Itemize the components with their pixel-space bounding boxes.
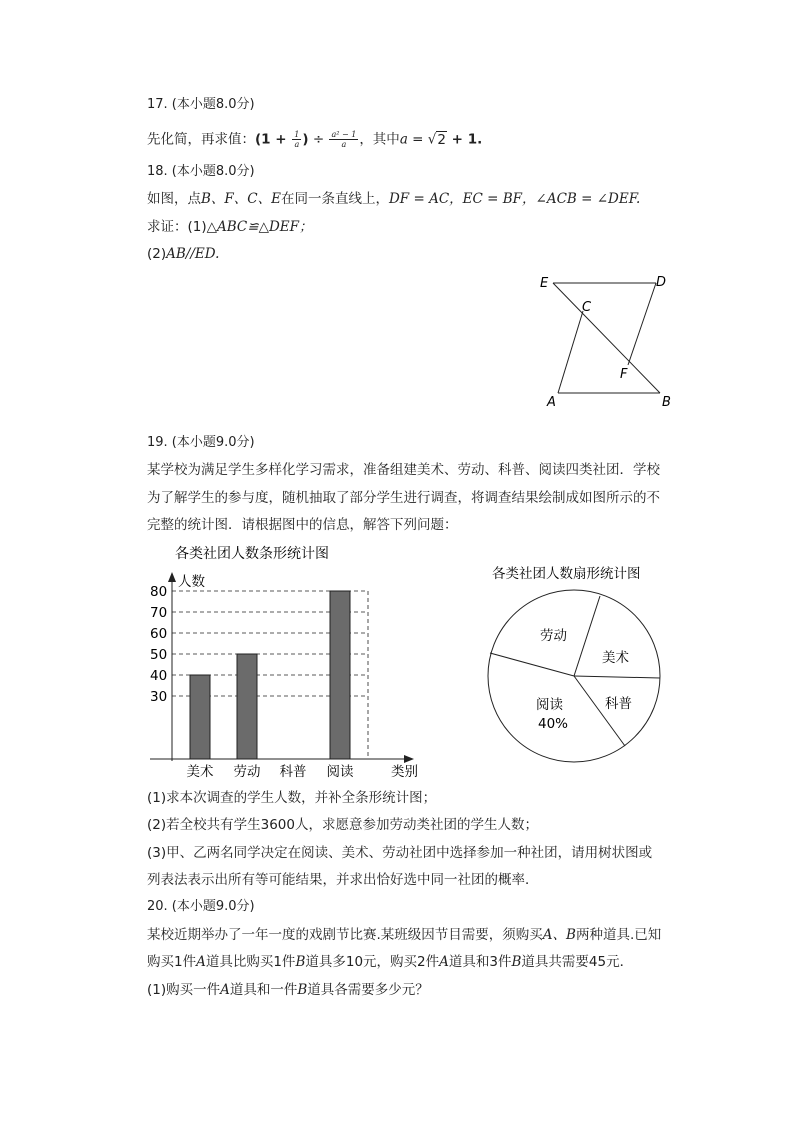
q20-p2-e: 道具共需要45元． (521, 954, 634, 970)
segment-DF (628, 283, 656, 365)
q20-p1 (147, 926, 661, 944)
pie-chart-title: 各类社团人数扇形统计图 (492, 566, 641, 582)
q19-p2: 为了解学生的参与度，随机抽取了部分学生进行调查，将调查结果绘制成如图所示的不 (147, 490, 660, 506)
q20-p3-b: 道具和一件 (229, 982, 298, 998)
y-tick-label: 50 (150, 647, 168, 663)
q17-a-var: a (399, 131, 408, 148)
q19-title: 19. (本小题9.0分) (147, 435, 255, 450)
segment-AC (558, 311, 583, 393)
pie-divider-1 (574, 596, 600, 676)
label-E: E (540, 276, 549, 291)
q17-prefix: 先化简，再求值： (147, 131, 255, 148)
x-tick-label: 科普 (279, 764, 307, 780)
q18-line3-b: AB//ED. (166, 246, 220, 262)
q18-line1-a: 如图，点 (147, 191, 201, 207)
pie-chart (480, 558, 680, 768)
q18-line2 (147, 218, 313, 236)
y-tick-label: 80 (150, 584, 168, 600)
bar-chart-title: 各类社团人数条形统计图 (175, 546, 329, 562)
bar-3 (330, 591, 350, 759)
pie-divider-4 (490, 653, 574, 676)
q17-title: 17. (本小题8.0分) (147, 97, 255, 112)
q20-p2-v2: B (295, 954, 306, 970)
q17-paren-open: (1 + (255, 131, 292, 148)
q20-p1-a: 某校近期举办了一年一度的戏剧节比赛.某班级因节目需要，须购买 (147, 927, 543, 943)
x-tick-label: 美术 (186, 764, 214, 780)
pie-divider-2 (574, 676, 660, 678)
q19-sub2: (2)若全校共有学生3600人，求愿意参加劳动类社团的学生人数； (147, 817, 538, 833)
q17-frac1 (292, 130, 301, 149)
y-axis-arrow-icon (168, 572, 176, 582)
q17-div: ÷ (312, 131, 325, 148)
q20-p2-v1: A (196, 954, 206, 970)
label-A: A (547, 395, 556, 410)
q17-statement (147, 130, 482, 149)
q17-frac1-num: 1 (294, 130, 300, 139)
pie-slice-label-meishu: 美术 (602, 650, 629, 666)
q17-eq: = (407, 131, 428, 148)
q18-title: 18. (本小题8.0分) (147, 164, 255, 179)
bar-1 (237, 654, 257, 759)
q18-line1-conds: DF = AC，EC = BF，∠ACB = ∠DEF. (388, 191, 641, 207)
label-C: C (582, 300, 592, 315)
q17-frac2-num: a² − 1 (331, 130, 357, 139)
q17-frac2 (329, 130, 358, 149)
q20-title: 20. (本小题9.0分) (147, 899, 255, 914)
q19-p3: 完整的统计图．请根据图中的信息，解答下列问题： (147, 517, 458, 533)
q17-sqrt-sym: √ (427, 131, 437, 148)
q17-frac1-den: a (294, 140, 300, 149)
label-F: F (620, 367, 628, 382)
q19-sub4: 列表法表示出所有等可能结果，并求出恰好选中同一社团的概率． (147, 872, 539, 888)
y-tick-label: 40 (150, 668, 168, 684)
y-tick-label: 30 (150, 689, 168, 705)
bar-chart-xlabels (187, 763, 354, 780)
pie-slice-label-kepu: 科普 (605, 696, 632, 712)
x-axis-arrow-icon (404, 755, 414, 763)
q20-p1-b: 两种道具.已知 (575, 927, 662, 943)
q20-p2-c: 道具多10元，购买2件 (305, 954, 440, 970)
q18-line3 (147, 245, 219, 263)
q20-p2-d: 道具和3件 (448, 954, 512, 970)
q17-tail: + 1. (446, 131, 483, 148)
q18-geometry-figure (530, 268, 680, 413)
label-B: B (662, 395, 671, 410)
q18-line1-b: 在同一条直线上， (280, 191, 389, 207)
y-tick-label: 60 (150, 626, 168, 642)
bar-chart-ylabel: 人数 (178, 574, 205, 590)
x-tick-label: 劳动 (233, 764, 261, 780)
bar-chart (140, 538, 440, 788)
q17-frac2-den: a (341, 140, 347, 149)
q19-sub3: (3)甲、乙两名同学决定在阅读、美术、劳动社团中选择参加一种社团，请用树状图或 (147, 845, 653, 861)
q18-line3-a: (2) (147, 246, 167, 262)
q18-line1-points: B、F、C、E (201, 191, 281, 207)
pie-slice-percent-yuedu: 40% (538, 716, 569, 732)
q17-paren-close: ) (302, 131, 309, 148)
q18-line2-b: △ABC≌△DEF； (206, 219, 313, 235)
q20-p3-v1: A (220, 982, 230, 998)
pie-slice-label-laodong: 劳动 (540, 628, 567, 644)
q17-mid: ，其中 (359, 131, 400, 148)
x-tick-label: 阅读 (326, 764, 354, 780)
bar-chart-yticks (150, 584, 167, 705)
q20-p3 (147, 981, 429, 999)
bar-chart-xlabel: 类别 (391, 764, 418, 780)
q20-p1-v: A、B (542, 927, 576, 943)
q20-p2 (147, 953, 633, 971)
q19-sub1: (1)求本次调查的学生人数，并补全条形统计图； (147, 790, 437, 806)
q20-p3-a: (1)购买一件 (147, 982, 221, 998)
pie-slice-label-yuedu: 阅读 (536, 697, 563, 713)
y-tick-label: 70 (150, 605, 168, 621)
q18-line1 (147, 190, 640, 208)
q20-p2-v3: A (439, 954, 449, 970)
q20-p2-a: 购买1件 (147, 954, 197, 970)
q20-p2-v4: B (511, 954, 522, 970)
q17-sqrt-val: 2 (437, 131, 446, 148)
q20-p3-v2: B (297, 982, 308, 998)
q20-p2-b: 道具比购买1件 (205, 954, 296, 970)
q20-p3-c: 道具各需要多少元？ (307, 982, 429, 998)
q18-line2-a: 求证：(1) (147, 219, 207, 235)
q19-p1: 某学校为满足学生多样化学习需求，准备组建美术、劳动、科普、阅读四类社团．学校 (147, 462, 660, 478)
bar-0 (190, 675, 210, 759)
label-D: D (656, 275, 667, 290)
segment-EB (553, 283, 660, 393)
